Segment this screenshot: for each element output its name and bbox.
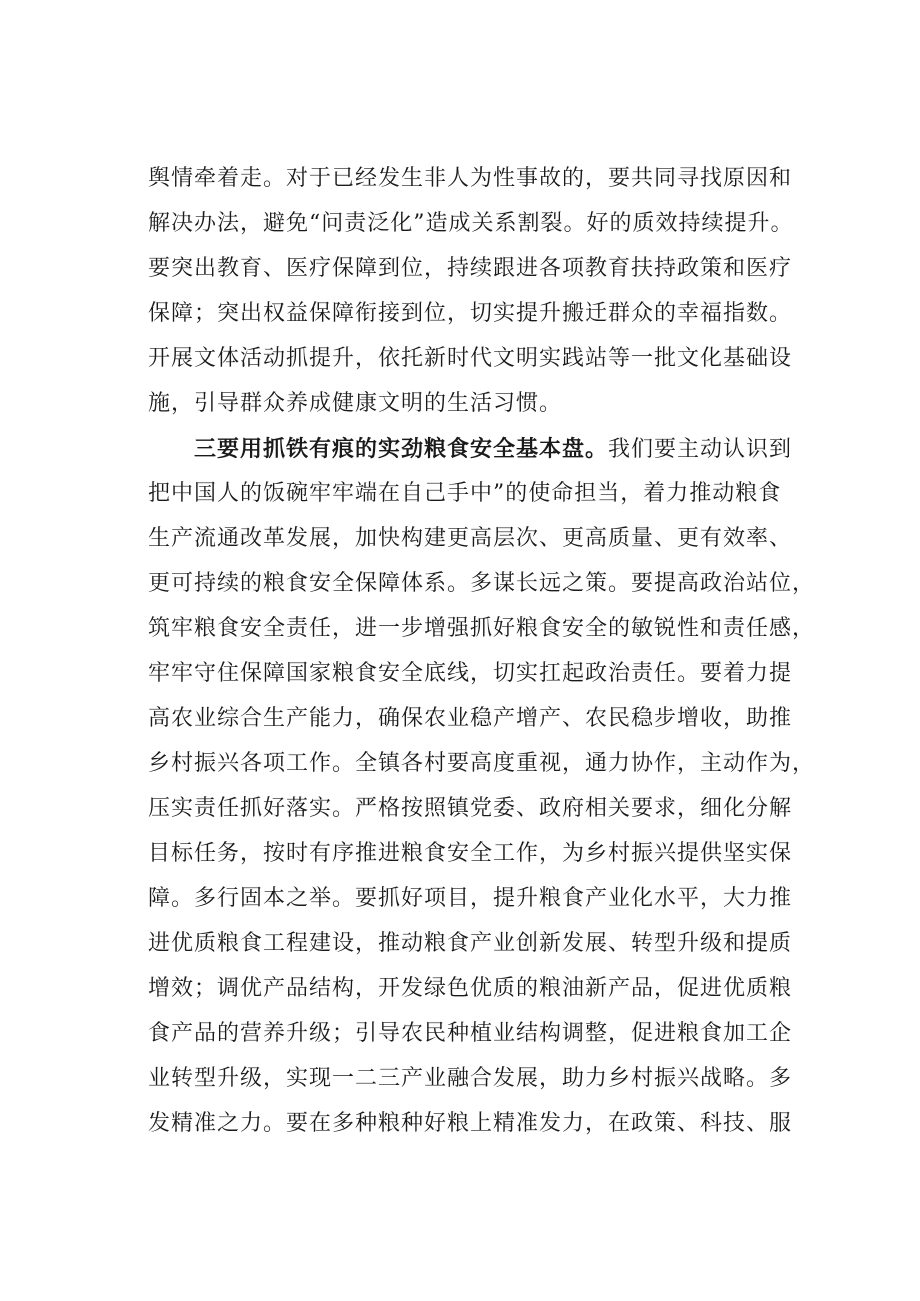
paragraph-1-line: 要突出教育、医疗保障到位，持续跟进各项教育扶持政策和医疗 [148, 256, 793, 281]
section-heading: 三要用抓铁有痕的实劲粮食安全基本盘。 [194, 436, 609, 462]
paragraph-2-line: 目标任务，按时有序推进粮食安全工作，为乡村振兴提供坚实保 [148, 841, 793, 866]
paragraph-2-line: 牢牢守住保障国家粮食安全底线，切实扛起政治责任。要着力提 [148, 661, 793, 686]
paragraph-2-line: 乡村振兴各项工作。全镇各村要高度重视，通力协作，主动作为， [148, 751, 816, 776]
paragraph-1-line: 保障；突出权益保障衔接到位，切实提升搬迁群众的幸福指数。 [148, 301, 793, 326]
paragraph-2-line: 高农业综合生产能力，确保农业稳产增产、农民稳步增收，助推 [148, 706, 793, 731]
paragraph-2-line: 更可持续的粮食安全保障体系。多谋长远之策。要提高政治站位， [148, 571, 816, 596]
paragraph-2-line: 发精准之力。要在多种粮种好粮上精准发力，在政策、科技、服 [148, 1111, 793, 1136]
paragraph-1-line: 舆情牵着走。对于已经发生非人为性事故的，要共同寻找原因和 [148, 166, 793, 191]
paragraph-1-line: 开展文体活动抓提升，依托新时代文明实践站等一批文化基础设 [148, 346, 793, 371]
paragraph-2-first-line-text: 我们要主动认识到 [608, 437, 793, 462]
paragraph-2-line: 压实责任抓好落实。严格按照镇党委、政府相关要求，细化分解 [148, 796, 793, 821]
paragraph-2-line: 生产流通改革发展，加快构建更高层次、更高质量、更有效率、 [148, 526, 793, 551]
paragraph-2-first-line [194, 430, 828, 468]
paragraph-1-line: 施，引导群众养成健康文明的生活习惯。 [148, 391, 563, 416]
paragraph-2-line: 进优质粮食工程建设，推动粮食产业创新发展、转型升级和提质 [148, 931, 793, 956]
paragraph-2-line: 障。多行固本之举。要抓好项目，提升粮食产业化水平，大力推 [148, 886, 793, 911]
paragraph-2-line: 把中国人的饭碗牢牢端在自己手中”的使命担当，着力推动粮食 [148, 481, 782, 506]
paragraph-1-line: 解决办法，避免“问责泛化”造成关系割裂。好的质效持续提升。 [148, 211, 794, 236]
paragraph-2-line: 增效；调优产品结构，开发绿色优质的粮油新产品，促进优质粮 [148, 976, 793, 1001]
paragraph-2-line: 食产品的营养升级；引导农民种植业结构调整，促进粮食加工企 [148, 1021, 793, 1046]
paragraph-2-line: 业转型升级，实现一二三产业融合发展，助力乡村振兴战略。多 [148, 1066, 793, 1091]
paragraph-2-line: 筑牢粮食安全责任，进一步增强抓好粮食安全的敏锐性和责任感， [148, 616, 816, 641]
